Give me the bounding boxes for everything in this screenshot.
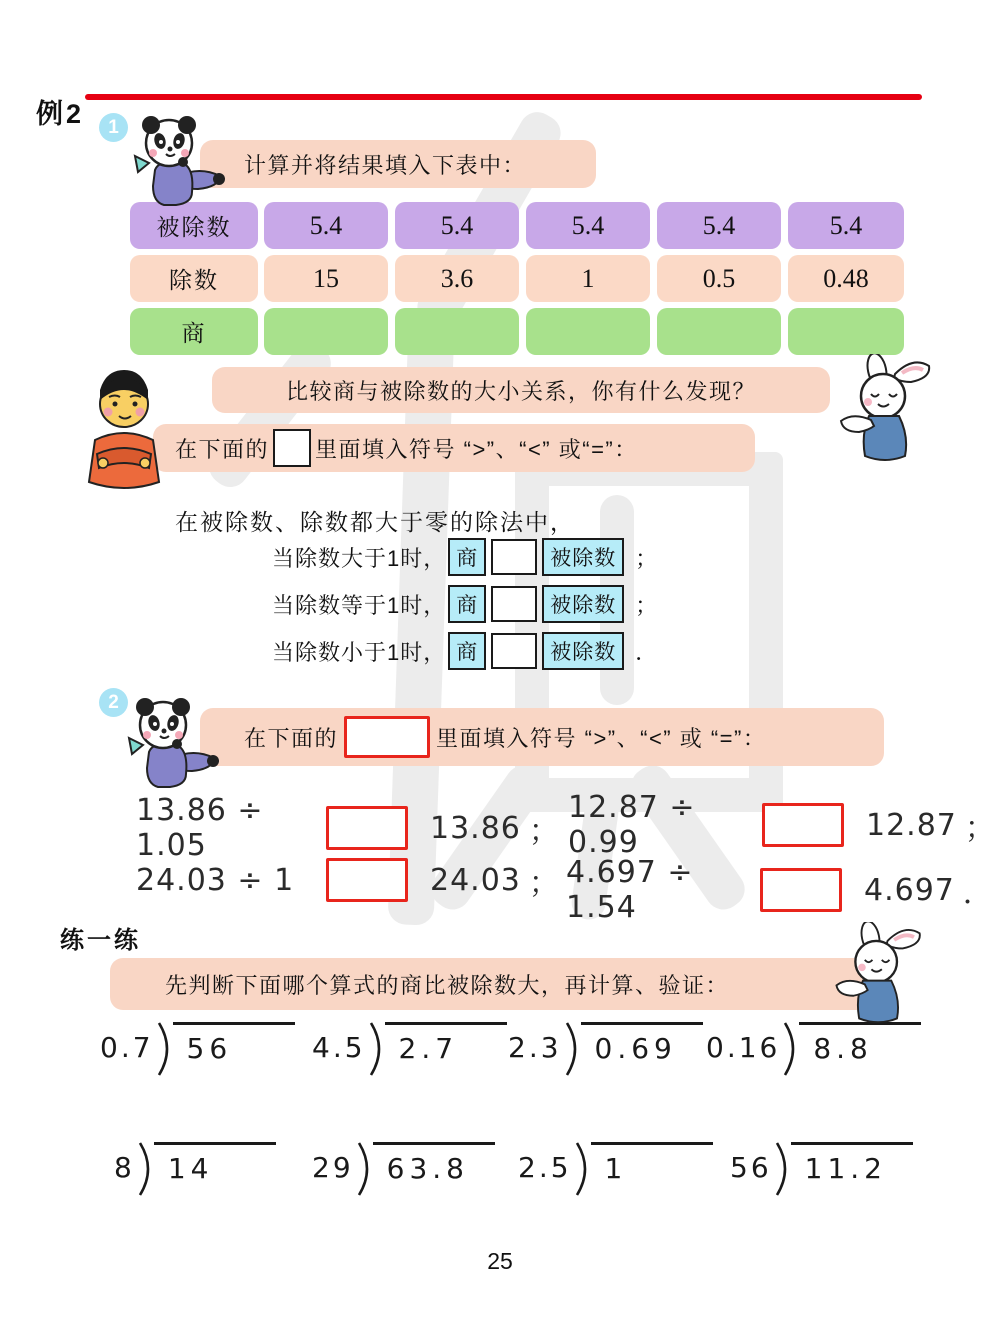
quotient-cell-empty[interactable] xyxy=(526,308,650,355)
table-cell: 5.4 xyxy=(526,202,650,249)
division-problem[interactable] xyxy=(730,1142,913,1197)
condition-text: 当除数小于1时， xyxy=(272,639,447,665)
expression: 13.86 ÷ 1.05 xyxy=(136,793,264,863)
comparison-item xyxy=(136,793,560,863)
comparison-fill-box[interactable] xyxy=(491,539,537,575)
division-problem[interactable] xyxy=(100,1022,295,1077)
dividend-tag: 被除数 xyxy=(542,538,624,576)
punctuation: ； xyxy=(635,545,659,571)
comparison-fill-box-red[interactable] xyxy=(326,858,408,902)
punctuation: ； xyxy=(964,811,996,846)
symbol-fill-box-red[interactable] xyxy=(344,716,430,758)
rabbit-illustration xyxy=(835,354,937,464)
divisor: 8 xyxy=(114,1151,135,1184)
rhs-value: 4.697 xyxy=(864,872,955,908)
fill-instruction-suffix: 里面填入符号 “>”、“<” 或“=”： xyxy=(315,436,638,462)
division-problem[interactable] xyxy=(706,1022,921,1077)
page-number: 25 xyxy=(487,1248,513,1274)
divisor: 29 xyxy=(312,1151,354,1184)
rhs-value: 12.87 xyxy=(866,807,957,843)
expression: 12.87 ÷ 0.99 xyxy=(568,790,696,860)
conclusion-intro: 在被除数、除数都大于零的除法中， xyxy=(175,509,575,535)
dividend: 8.8 xyxy=(799,1022,921,1077)
instruction-banner-1 xyxy=(200,140,596,188)
symbol-fill-box[interactable] xyxy=(273,429,311,467)
table-row-label: 被除数 xyxy=(130,202,258,249)
fill-instruction-banner-2 xyxy=(200,708,884,766)
division-problem[interactable] xyxy=(312,1142,495,1197)
fill-instruction-prefix: 在下面的 xyxy=(244,725,339,751)
comparison-item xyxy=(566,855,994,925)
quotient-cell-empty[interactable] xyxy=(395,308,519,355)
panda-illustration xyxy=(120,696,222,788)
quotient-tag: 商 xyxy=(448,538,486,576)
question-banner xyxy=(212,367,830,413)
practice-title: 练一练 xyxy=(60,927,141,954)
dividend: 56 xyxy=(173,1022,295,1077)
division-problem[interactable] xyxy=(114,1142,276,1197)
table-cell: 5.4 xyxy=(395,202,519,249)
fill-instruction-suffix: 里面填入符号 “>”、“<” 或 “=”： xyxy=(436,725,767,751)
division-problem[interactable] xyxy=(312,1022,507,1077)
fill-instruction-prefix: 在下面的 xyxy=(175,436,270,462)
dividend: 0.69 xyxy=(581,1022,703,1077)
item-badge-2: 2 xyxy=(99,688,128,717)
divisor: 0.16 xyxy=(706,1031,781,1064)
conclusion-line xyxy=(272,632,658,670)
dividend: 63.8 xyxy=(373,1142,495,1197)
rhs-value: 24.03 xyxy=(430,862,521,898)
table-row-label: 商 xyxy=(130,308,258,355)
quotient-tag: 商 xyxy=(448,585,486,623)
boy-illustration xyxy=(73,364,175,500)
quotient-tag: 商 xyxy=(448,632,486,670)
table-cell: 15 xyxy=(264,255,388,302)
divisor: 2.5 xyxy=(518,1151,572,1184)
instruction-text: 计算并将结果填入下表中： xyxy=(244,152,527,178)
divisor: 2.3 xyxy=(508,1031,562,1064)
quotient-cell-empty[interactable] xyxy=(788,308,904,355)
table-cell: 5.4 xyxy=(264,202,388,249)
punctuation: ； xyxy=(528,866,560,901)
comparison-fill-box-red[interactable] xyxy=(762,803,844,847)
question-text: 比较商与被除数的大小关系，你有什么发现？ xyxy=(285,378,756,404)
expression: 4.697 ÷ 1.54 xyxy=(566,855,694,925)
dividend: 14 xyxy=(154,1142,276,1197)
table-cell: 1 xyxy=(526,255,650,302)
example-label: 例2 xyxy=(36,99,85,129)
dividend: 1 xyxy=(591,1142,713,1197)
dividend: 2.7 xyxy=(385,1022,507,1077)
punctuation: ； xyxy=(635,592,659,618)
practice-banner xyxy=(110,958,877,1010)
comparison-fill-box-red[interactable] xyxy=(760,868,842,912)
rhs-value: 13.86 xyxy=(430,810,521,846)
divisor: 0.7 xyxy=(100,1031,154,1064)
divider-red-line xyxy=(85,94,922,100)
comparison-item xyxy=(136,858,560,902)
divisor: 56 xyxy=(730,1151,772,1184)
punctuation: ； xyxy=(528,814,560,849)
dividend-tag: 被除数 xyxy=(542,585,624,623)
conclusion-line xyxy=(272,585,658,623)
fill-instruction-banner-1 xyxy=(153,424,755,472)
rabbit-illustration xyxy=(828,922,930,1026)
panda-illustration xyxy=(126,114,228,206)
division-problem[interactable] xyxy=(508,1022,703,1077)
table-cell: 0.48 xyxy=(788,255,904,302)
condition-text: 当除数等于1时， xyxy=(272,592,447,618)
item-badge-1: 1 xyxy=(99,113,128,142)
division-problem[interactable] xyxy=(518,1142,713,1197)
table-cell: 3.6 xyxy=(395,255,519,302)
table-cell: 5.4 xyxy=(788,202,904,249)
table-cell: 0.5 xyxy=(657,255,781,302)
dividend: 11.2 xyxy=(791,1142,913,1197)
divisor: 4.5 xyxy=(312,1031,366,1064)
expression: 24.03 ÷ 1 xyxy=(136,862,295,898)
comparison-item xyxy=(568,790,996,860)
practice-instruction: 先判断下面哪个算式的商比被除数大，再计算、验证： xyxy=(165,972,730,998)
conclusion-line xyxy=(272,538,658,576)
table-cell: 5.4 xyxy=(657,202,781,249)
table-row-label: 除数 xyxy=(130,255,258,302)
comparison-fill-box[interactable] xyxy=(491,633,537,669)
comparison-fill-box[interactable] xyxy=(491,586,537,622)
comparison-fill-box-red[interactable] xyxy=(326,806,408,850)
dividend-tag: 被除数 xyxy=(542,632,624,670)
quotient-cell-empty[interactable] xyxy=(264,308,388,355)
punctuation: ． xyxy=(635,639,659,665)
condition-text: 当除数大于1时， xyxy=(272,545,447,571)
punctuation: ． xyxy=(962,876,994,911)
quotient-cell-empty[interactable] xyxy=(657,308,781,355)
